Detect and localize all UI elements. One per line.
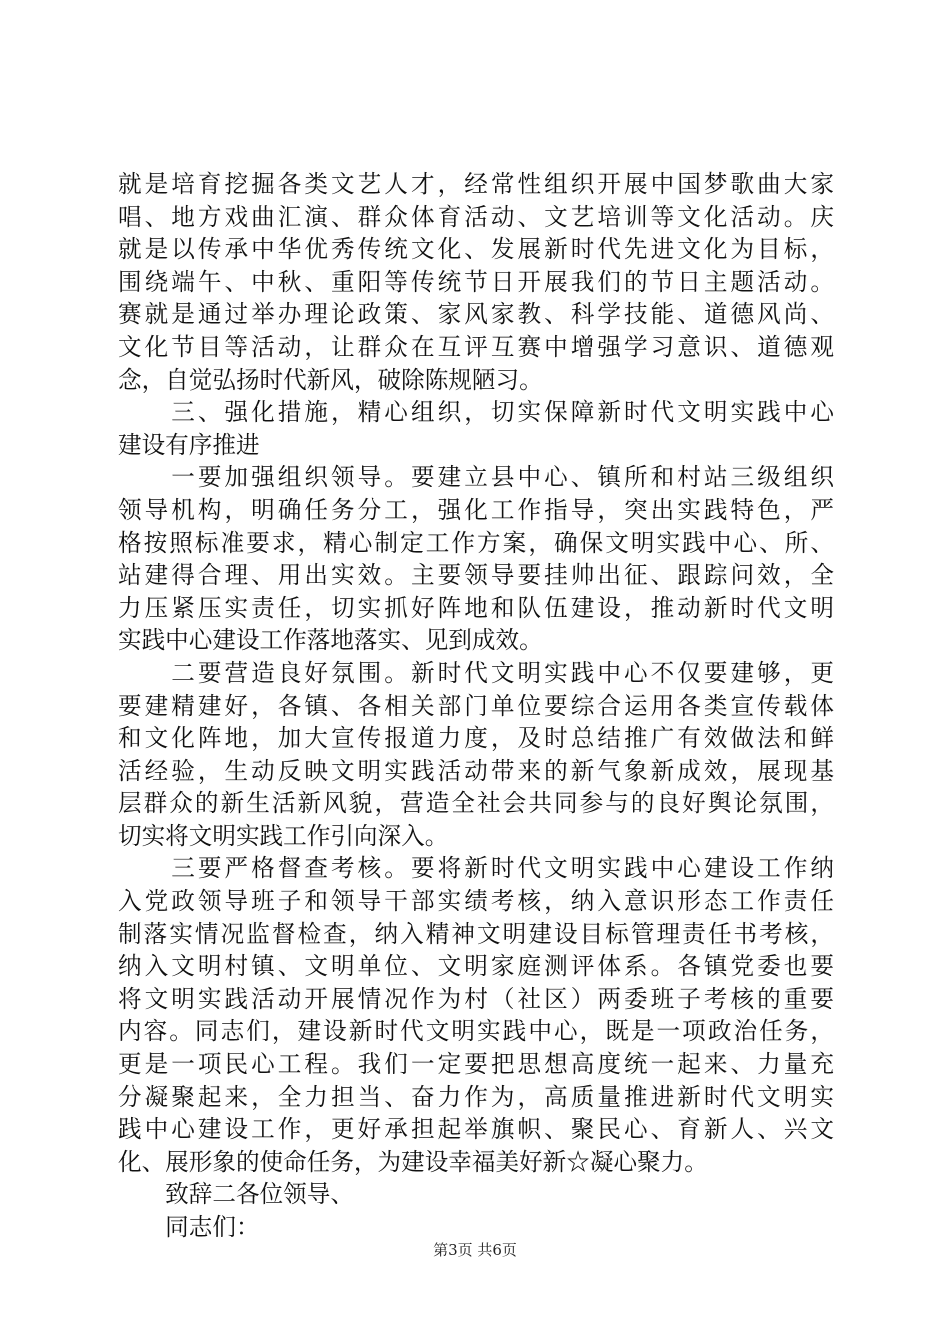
text-line: 唱、地方戏曲汇演、群众体育活动、文艺培训等文化活动。庆 bbox=[118, 202, 834, 231]
text-line: 入党政领导班子和领导干部实绩考核，纳入意识形态工作责任 bbox=[118, 887, 834, 916]
document-body bbox=[118, 168, 834, 1244]
text-line: 制落实情况监督检查，纳入精神文明建设目标管理责任书考核， bbox=[118, 919, 834, 948]
text-line: 致辞二各位领导、 bbox=[118, 1180, 354, 1209]
text-line: 更是一项民心工程。我们一定要把思想高度统一起来、力量充 bbox=[118, 1050, 834, 1079]
text-line: 建设有序推进 bbox=[118, 430, 260, 459]
text-line: 三要严格督查考核。要将新时代文明实践中心建设工作纳 bbox=[118, 854, 834, 883]
text-line: 领导机构，明确任务分工，强化工作指导，突出实践特色，严 bbox=[118, 495, 834, 524]
text-line: 力压紧压实责任，切实抓好阵地和队伍建设，推动新时代文明 bbox=[118, 593, 834, 622]
text-line: 分凝聚起来，全力担当、奋力作为，高质量推进新时代文明实 bbox=[118, 1082, 834, 1111]
text-line: 围绕端午、中秋、重阳等传统节日开展我们的节日主题活动。 bbox=[118, 267, 834, 296]
text-line: 就是培育挖掘各类文艺人才，经常性组织开展中国梦歌曲大家 bbox=[118, 170, 834, 198]
text-line: 将文明实践活动开展情况作为村（社区）两委班子考核的重要 bbox=[118, 984, 834, 1013]
text-line: 层群众的新生活新风貌，营造全社会共同参与的良好舆论氛围， bbox=[118, 789, 834, 818]
text-line: 践中心建设工作，更好承担起举旗帜、聚民心、育新人、兴文 bbox=[118, 1115, 834, 1144]
text-line: 文化节目等活动，让群众在互评互赛中增强学习意识、道德观 bbox=[118, 332, 834, 361]
text-line: 纳入文明村镇、文明单位、文明家庭测评体系。各镇党委也要 bbox=[118, 952, 834, 981]
text-line: 化、展形象的使命任务，为建设幸福美好新☆凝心聚力。 bbox=[118, 1147, 708, 1176]
text-line: 同志们： bbox=[118, 1213, 260, 1241]
text-line: 二要营造良好氛围。新时代文明实践中心不仅要建够，更 bbox=[118, 658, 834, 687]
text-line: 和文化阵地，加大宣传报道力度，及时总结推广有效做法和鲜 bbox=[118, 724, 834, 753]
text-line: 就是以传承中华优秀传统文化、发展新时代先进文化为目标， bbox=[118, 235, 834, 264]
text-line: 格按照标准要求，精心制定工作方案，确保文明实践中心、所、 bbox=[118, 528, 834, 557]
text-line: 实践中心建设工作落地落实、见到成效。 bbox=[118, 626, 543, 655]
text-line: 三、强化措施，精心组织，切实保障新时代文明实践中心 bbox=[118, 398, 834, 427]
text-line: 念，自觉弘扬时代新风，破除陈规陋习。 bbox=[118, 365, 543, 394]
text-line: 一要加强组织领导。要建立县中心、镇所和村站三级组织 bbox=[118, 463, 834, 492]
text-line: 要建精建好，各镇、各相关部门单位要综合运用各类宣传载体 bbox=[118, 691, 834, 720]
text-line: 切实将文明实践工作引向深入。 bbox=[118, 821, 449, 850]
text-line: 内容。同志们，建设新时代文明实践中心，既是一项政治任务， bbox=[118, 1017, 834, 1046]
text-line: 赛就是通过举办理论政策、家风家教、科学技能、道德风尚、 bbox=[118, 300, 834, 329]
page-footer bbox=[0, 1240, 950, 1260]
text-line: 活经验，生动反映文明实践活动带来的新气象新成效，展现基 bbox=[118, 756, 834, 785]
page-number-label: 第3页 共6页 bbox=[433, 1241, 517, 1259]
text-line: 站建得合理、用出实效。主要领导要挂帅出征、跟踪问效，全 bbox=[118, 561, 834, 590]
